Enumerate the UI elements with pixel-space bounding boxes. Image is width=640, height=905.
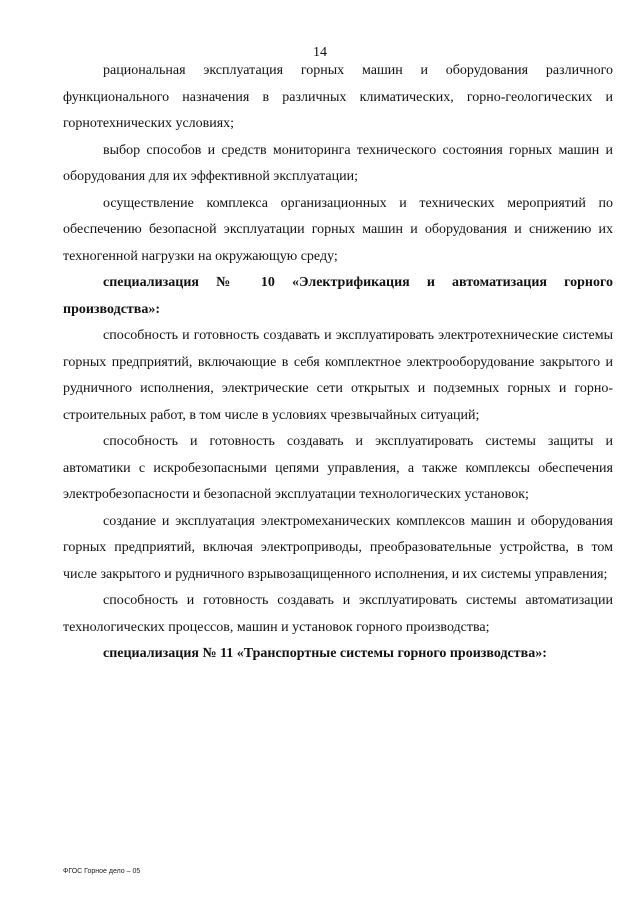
paragraph-process-automation: способность и готовность создавать и эксплуатировать системы автоматизации технологических процессов, машин и установок горного производства; [63, 593, 613, 635]
footer-document-code: ФГОС Горное дело – 05 [63, 868, 141, 875]
paragraph-protection-automation: способность и готовность создавать и эксплуатировать системы защиты и автоматики с искробезопасными цепями управления, а также комплексы обеспечения электробезопасности и безопасной эксплуатации технологических установок; [63, 434, 613, 502]
paragraph-rational-operation: рациональная эксплуатация горных машин и оборудования различного функционального назначения в различных климатических, горно-геологических и горнотехнических условиях; [63, 63, 613, 131]
paragraph-electromechanical-complexes: создание и эксплуатация электромеханических комплексов машин и оборудования горных предприятий, включая электроприводы, преобразовательные устройства, в том числе закрытого и рудничного взрывозащищенного исполнения, и их системы управления; [63, 513, 613, 582]
heading-specialization-11: специализация № 11 «Транспортные системы горного производства»: [103, 646, 547, 661]
heading-specialization-10: специализация № 10 «Электрификация и автоматизация горного производства»: [63, 275, 613, 317]
document-body [63, 58, 613, 668]
paragraph-monitoring: выбор способов и средств мониторинга технического состояния горных машин и оборудования для их эффективной эксплуатации; [63, 142, 613, 184]
paragraph-safety-measures: осуществление комплекса организационных и технических мероприятий по обеспечению безопасной эксплуатации горных машин и оборудования и снижению их техногенной нагрузки на окружающую среду; [63, 195, 613, 264]
page-number: 14 [313, 45, 327, 60]
paragraph-electrotechnical-systems: способность и готовность создавать и эксплуатировать электротехнические системы горных предприятий, включающие в себя комплектное электрооборудование закрытого и рудничного исполнения, электрические сети открытых и подземных горных и горно-строительных работ, в том числе в условиях чрезвычайных ситуаций; [63, 328, 613, 423]
